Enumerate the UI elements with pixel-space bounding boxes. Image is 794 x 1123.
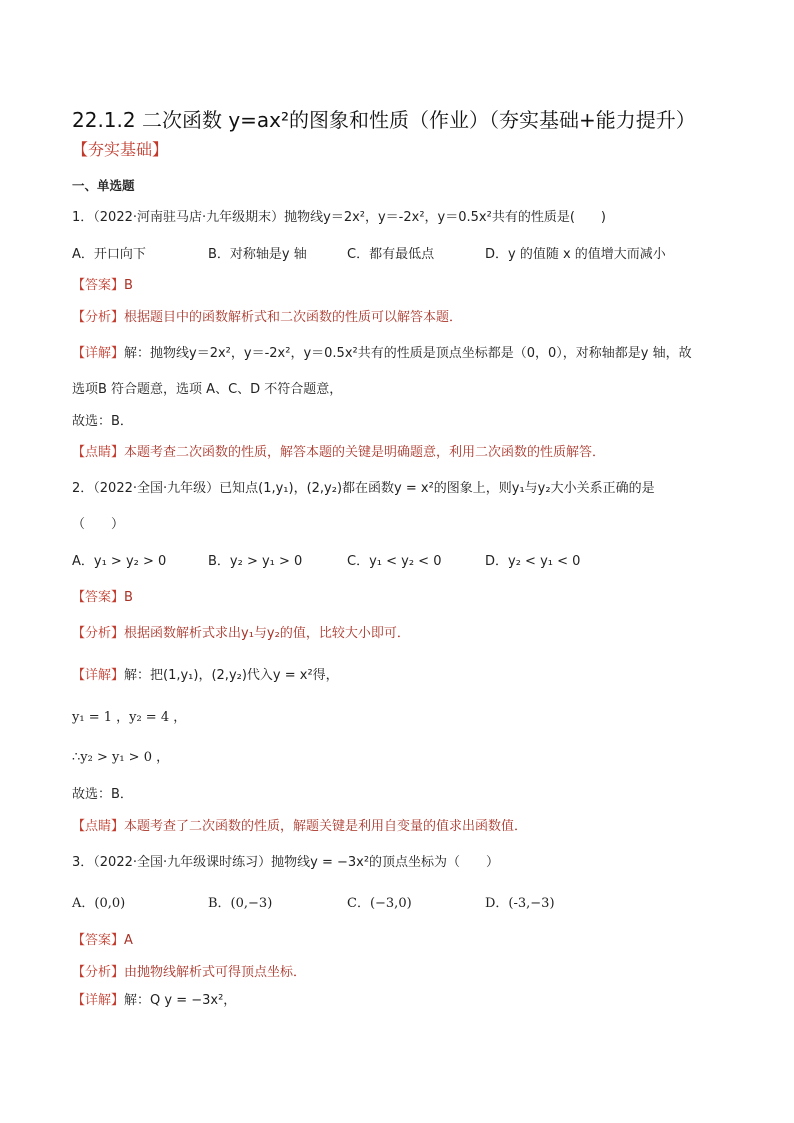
q3-stem: 3．（2022·全国·九年级课时练习）抛物线y = −3x²的顶点坐标为（ ） xyxy=(72,855,500,870)
answer-label: 【答案】 xyxy=(72,933,125,948)
q3-analysis-row xyxy=(72,961,306,980)
analysis-label: 【分析】 xyxy=(72,626,125,641)
q1-option-b: B．对称轴是y 轴 xyxy=(208,247,307,262)
q1-option-d: D．y 的值随 x 的值增大而减小 xyxy=(485,247,666,262)
q1-comment: 本题考查二次函数的性质，解答本题的关键是明确题意，利用二次函数的性质解答． xyxy=(124,445,606,460)
detail-label: 【详解】 xyxy=(72,668,125,683)
page-title: 22.1.2 二次函数 y=ax²的图象和性质（作业）（夯实基础+能力提升） xyxy=(72,108,696,132)
q1-option-c: C．都有最低点 xyxy=(347,247,435,262)
q2-option-a: A．y₁ > y₂ > 0 xyxy=(72,554,167,569)
answer-label: 【答案】 xyxy=(72,590,125,605)
detail-label: 【详解】 xyxy=(72,993,125,1008)
q2-answer-row xyxy=(72,586,133,605)
analysis-label: 【分析】 xyxy=(72,965,125,980)
q1-detail-row xyxy=(72,342,692,361)
q1-detail-2: 选项B 符合题意，选项 A、C、D 不符合题意， xyxy=(72,382,343,397)
answer-label: 【答案】 xyxy=(72,278,125,293)
q2-comment-row xyxy=(72,815,527,834)
analysis-label: 【分析】 xyxy=(72,310,125,325)
detail-label: 【详解】 xyxy=(72,346,125,361)
q1-stem: 1．（2022·河南驻马店·九年级期末）抛物线y＝2x²，y＝-2x²，y＝0.5x²共有的性质是( ) xyxy=(72,210,606,225)
q1-option-a: A．开口向下 xyxy=(72,247,146,262)
q2-detail-2: y₁ = 1 ，y₂ = 4 ， xyxy=(72,710,187,725)
q1-analysis-row xyxy=(72,306,462,325)
q1-comment-row xyxy=(72,441,605,460)
q3-option-c: C．(−3,0) xyxy=(347,896,412,911)
q3-analysis: 由抛物线解析式可得顶点坐标． xyxy=(124,965,307,980)
q1-answer-row xyxy=(72,274,133,293)
q3-answer: A xyxy=(124,933,133,948)
q1-analysis: 根据题目中的函数解析式和二次函数的性质可以解答本题． xyxy=(124,310,463,325)
q1-answer: B xyxy=(124,278,133,293)
q2-detail-3: ∴y₂ > y₁ > 0 ， xyxy=(72,750,170,765)
q3-option-a: A．(0,0) xyxy=(72,896,126,911)
q2-stem: 2．（2022·全国·九年级）已知点(1,y₁)，(2,y₂)都在函数y = x²的图象上，则y₁与y₂大小关系正确的是 xyxy=(72,481,655,496)
section-label: 【夯实基础】 xyxy=(72,140,169,159)
q2-option-c: C．y₁ < y₂ < 0 xyxy=(347,554,442,569)
section-heading: 一、单选题 xyxy=(72,178,135,193)
q2-stem-paren: （ ） xyxy=(72,517,125,532)
q2-answer: B xyxy=(124,590,133,605)
q3-answer-row xyxy=(72,929,133,948)
comment-label: 【点睛】 xyxy=(72,819,125,834)
q3-option-d: D．(-3,−3) xyxy=(485,896,555,911)
q3-option-b: B．(0,−3) xyxy=(208,896,273,911)
q1-choose: 故选：B． xyxy=(72,414,133,429)
comment-label: 【点睛】 xyxy=(72,445,125,460)
q2-analysis: 根据函数解析式求出y₁与y₂的值，比较大小即可． xyxy=(124,626,410,641)
q2-comment: 本题考查了二次函数的性质，解题关键是利用自变量的值求出函数值． xyxy=(124,819,528,834)
q2-option-b: B．y₂ > y₁ > 0 xyxy=(208,554,303,569)
q2-detail-row xyxy=(72,664,339,683)
q2-detail-1: 解：把(1,y₁)，(2,y₂)代入y = x²得， xyxy=(124,668,339,683)
q2-analysis-row xyxy=(72,622,410,641)
q2-option-d: D．y₂ < y₁ < 0 xyxy=(485,554,581,569)
q2-choose: 故选：B． xyxy=(72,787,133,802)
q3-detail-1: 解：Q y = −3x²， xyxy=(124,993,237,1008)
q3-detail-row xyxy=(72,989,236,1008)
q1-detail-1: 解：抛物线y＝2x²，y＝-2x²，y＝0.5x²共有的性质是顶点坐标都是（0，0），对称轴都是y 轴，故 xyxy=(124,346,692,361)
